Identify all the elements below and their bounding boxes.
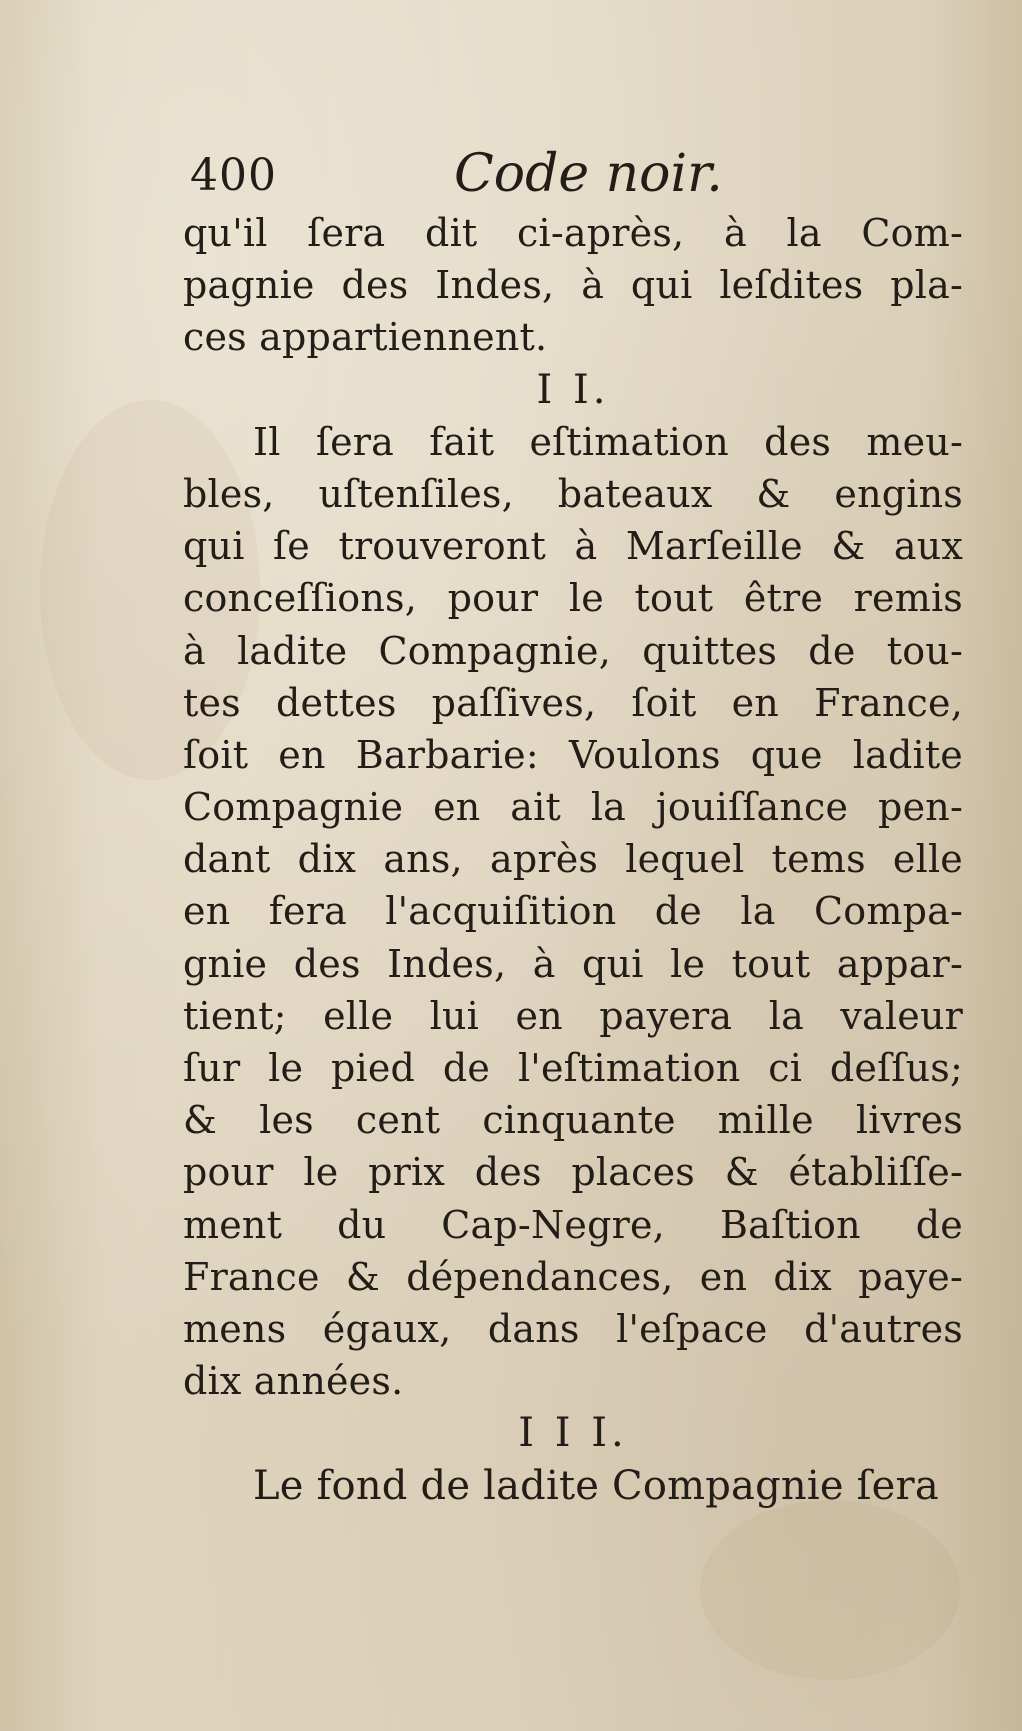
text-line: conceſſions, pour le tout être remis	[183, 576, 963, 621]
page-text	[183, 207, 963, 1512]
page-header	[190, 140, 890, 206]
text-line: pour le prix des places & établiſſe-	[183, 1150, 963, 1195]
text-line: mens égaux, dans l'eſpace d'autres	[183, 1306, 963, 1351]
text-line: ment du Cap-Negre, Baſtion de	[183, 1202, 963, 1247]
article-number: I I I.	[518, 1410, 628, 1457]
text-line: ſoit en Barbarie: Voulons que ladite	[183, 732, 963, 777]
text-line: dix années.	[183, 1359, 404, 1404]
text-line: ces appartiennent.	[183, 315, 548, 360]
text-line: Compagnie en ait la jouiſſance pen-	[183, 785, 963, 830]
text-line: qu'il ſera dit ci-après, à la Com-	[183, 211, 963, 255]
running-title: Code noir.	[454, 144, 723, 204]
article-number: I I.	[536, 366, 610, 413]
text-line: tient; elle lui en payera la valeur	[183, 993, 963, 1038]
text-line: bles, uſtenſiles, bateaux & engins	[183, 471, 963, 516]
text-line: tes dettes paſſives, ſoit en France,	[183, 680, 963, 725]
text-line: à ladite Compagnie, quittes de tou-	[183, 628, 963, 673]
text-line: gnie des Indes, à qui le tout appar-	[183, 941, 963, 986]
paper-stain	[700, 1500, 960, 1680]
text-line: Il ſera fait eſtimation des meu-	[253, 419, 963, 464]
text-line: & les cent cinquante mille livres	[183, 1098, 963, 1143]
text-line: ſur le pied de l'eſtimation ci deſſus;	[183, 1046, 963, 1090]
text-line: dant dix ans, après lequel tems elle	[183, 837, 963, 882]
text-line: qui ſe trouveront à Marſeille & aux	[183, 524, 963, 569]
text-line: Le fond de ladite Compagnie ſera	[253, 1462, 939, 1509]
page-number: 400	[190, 150, 277, 201]
text-line: France & dépendances, en dix paye-	[183, 1254, 963, 1299]
text-line: pagnie des Indes, à qui leſdites pla-	[183, 263, 963, 308]
text-line: en fera l'acquiſition de la Compa-	[183, 889, 963, 934]
